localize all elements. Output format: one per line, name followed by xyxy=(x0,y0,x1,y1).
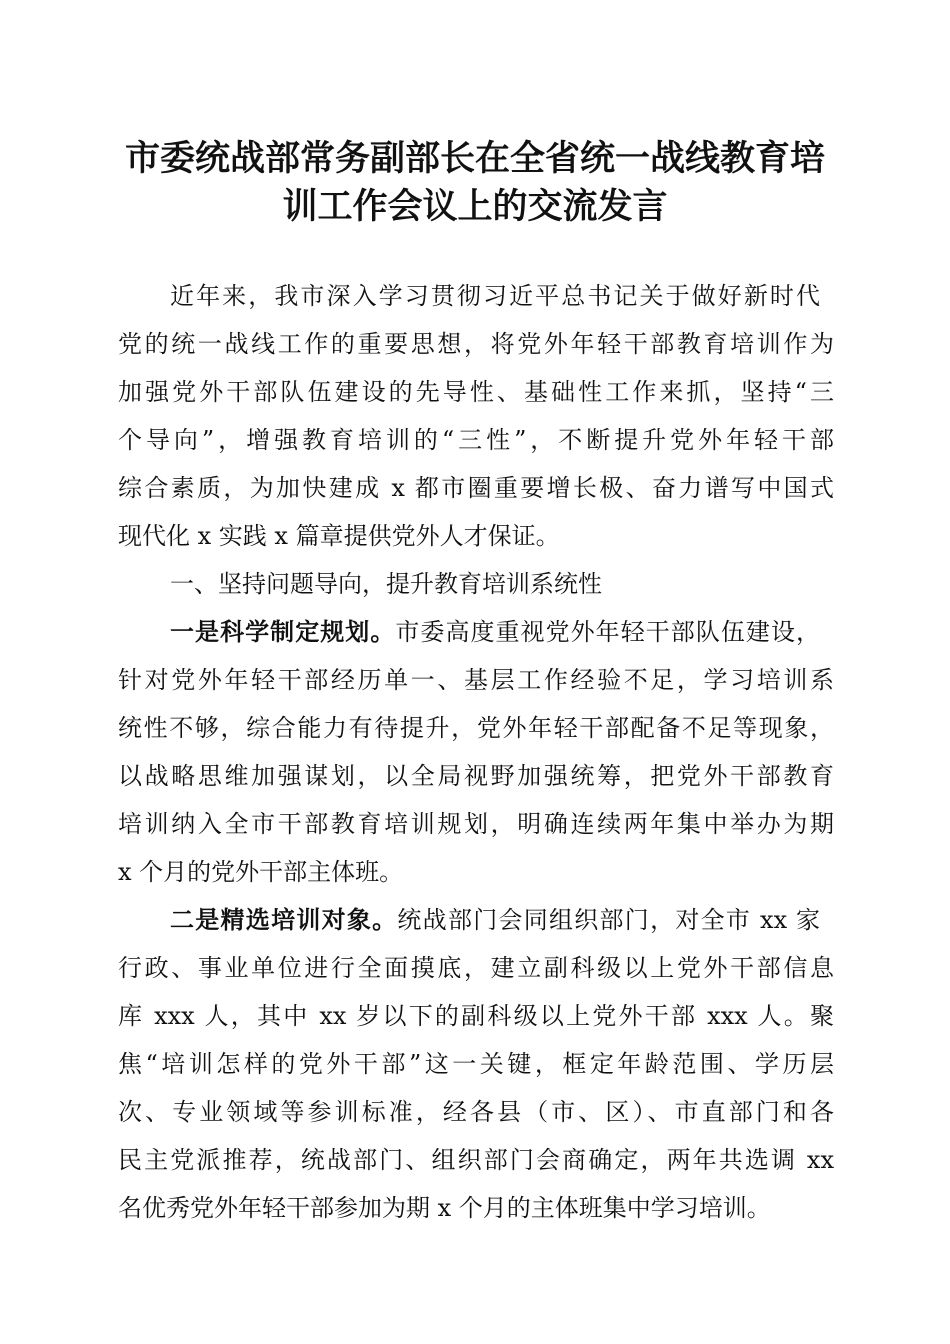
intro-line-5: 综合素质，为加快建成 x 都市圈重要增长极、奋力谱写中国式 xyxy=(118,474,834,502)
para1-line-5: 培训纳入全市干部教育培训规划，明确连续两年集中举办为期 xyxy=(118,810,834,838)
intro-line-3: 加强党外干部队伍建设的先导性、基础性工作来抓，坚持“三 xyxy=(118,378,834,406)
intro-line-4: 个导向”，增强教育培训的“三性”，不断提升党外年轻干部 xyxy=(118,426,834,454)
para2-lead: 二是精选培训对象。 xyxy=(170,906,398,934)
para1-line-6: x 个月的党外干部主体班。 xyxy=(118,858,404,886)
para2-line-3: 库 xxx 人，其中 xx 岁以下的副科级以上党外干部 xxx 人。聚 xyxy=(118,1002,834,1030)
para2-line-5: 次、专业领域等参训标准，经各县（市、区）、市直部门和各 xyxy=(118,1098,834,1126)
para1-line-4: 以战略思维加强谋划，以全局视野加强统筹，把党外干部教育 xyxy=(118,762,834,790)
para2-first-rest: 统战部门会同组织部门，对全市 xx 家 xyxy=(397,906,821,934)
para1-line-2: 针对党外年轻干部经历单一、基层工作经验不足，学习培训系 xyxy=(118,666,834,694)
para2-line-6: 民主党派推荐，统战部门、组织部门会商确定，两年共选调 xx xyxy=(118,1146,834,1174)
para1-line-3: 统性不够，综合能力有待提升，党外年轻干部配备不足等现象， xyxy=(118,714,834,742)
para1-first-rest: 市委高度重视党外年轻干部队伍建设， xyxy=(395,618,820,646)
para1-line-1 xyxy=(170,608,820,656)
para2-line-1 xyxy=(170,896,820,944)
intro-line-6: 现代化 x 实践 x 篇章提供党外人才保证。 xyxy=(118,522,560,550)
document-title-line-1: 市委统战部常务副部长在全省统一战线教育培 xyxy=(124,138,825,179)
para2-line-7: 名优秀党外年轻干部参加为期 x 个月的主体班集中学习培训。 xyxy=(118,1194,771,1222)
para1-lead: 一是科学制定规划。 xyxy=(170,618,396,646)
para2-line-2: 行政、事业单位进行全面摸底，建立副科级以上党外干部信息 xyxy=(118,954,834,982)
para2-line-4: 焦“培训怎样的党外干部”这一关键，框定年龄范围、学历层 xyxy=(118,1050,834,1078)
intro-line-2: 党的统一战线工作的重要思想，将党外年轻干部教育培训作为 xyxy=(118,330,834,358)
section-heading-1: 一、坚持问题导向，提升教育培训系统性 xyxy=(170,570,602,598)
intro-line-1: 近年来，我市深入学习贯彻习近平总书记关于做好新时代 xyxy=(170,282,820,310)
document-title-line-2: 训工作会议上的交流发言 xyxy=(282,186,668,227)
